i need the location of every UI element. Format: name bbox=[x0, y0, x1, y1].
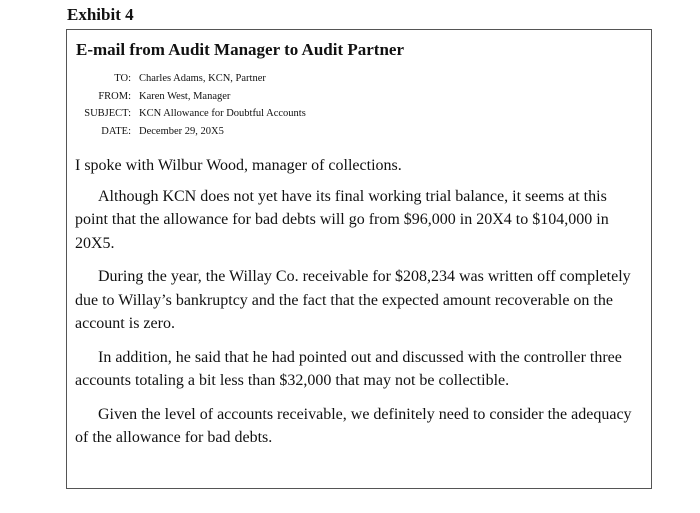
header-value-from: Karen West, Manager bbox=[139, 90, 231, 102]
exhibit-label: Exhibit 4 bbox=[67, 5, 134, 24]
email-header-block bbox=[67, 70, 306, 140]
header-row-date bbox=[67, 123, 306, 141]
header-row-to bbox=[67, 70, 306, 88]
header-key-to: TO: bbox=[114, 73, 131, 84]
exhibit-box bbox=[66, 29, 652, 489]
body-paragraph-intro: I spoke with Wilbur Wood, manager of collections. bbox=[75, 157, 402, 174]
header-value-to: Charles Adams, KCN, Partner bbox=[139, 73, 266, 84]
header-key-date: DATE: bbox=[101, 125, 131, 137]
header-value-subject: KCN Allowance for Doubtful Accounts bbox=[139, 108, 306, 119]
body-paragraph-allowance: Although KCN does not yet have its final working trial balance, it seems at this point that the allowance for bad debts will go from $96,000 in 20X4 to $104,000 in 20X5. bbox=[75, 187, 609, 252]
body-paragraph-willay: During the year, the Willay Co. receivable for $208,234 was written off completely due to Willay’s bankruptcy and the fact that the expected amount recoverable on the account is zero. bbox=[75, 268, 631, 332]
header-key-from: FROM: bbox=[98, 90, 131, 102]
header-row-subject bbox=[67, 105, 306, 123]
email-title: E-mail from Audit Manager to Audit Partner bbox=[76, 40, 405, 59]
header-row-from bbox=[67, 88, 306, 106]
header-value-date: December 29, 20X5 bbox=[139, 125, 224, 137]
body-paragraph-accounts: In addition, he said that he had pointed out and discussed with the controller three accounts totaling a bit less than $32,000 that may not be collectible. bbox=[75, 348, 622, 389]
header-key-subject: SUBJECT: bbox=[84, 108, 131, 119]
body-paragraph-conclusion: Given the level of accounts receivable, we definitely need to consider the adequacy of the allowance for bad debts. bbox=[75, 405, 632, 446]
email-body bbox=[75, 154, 643, 460]
